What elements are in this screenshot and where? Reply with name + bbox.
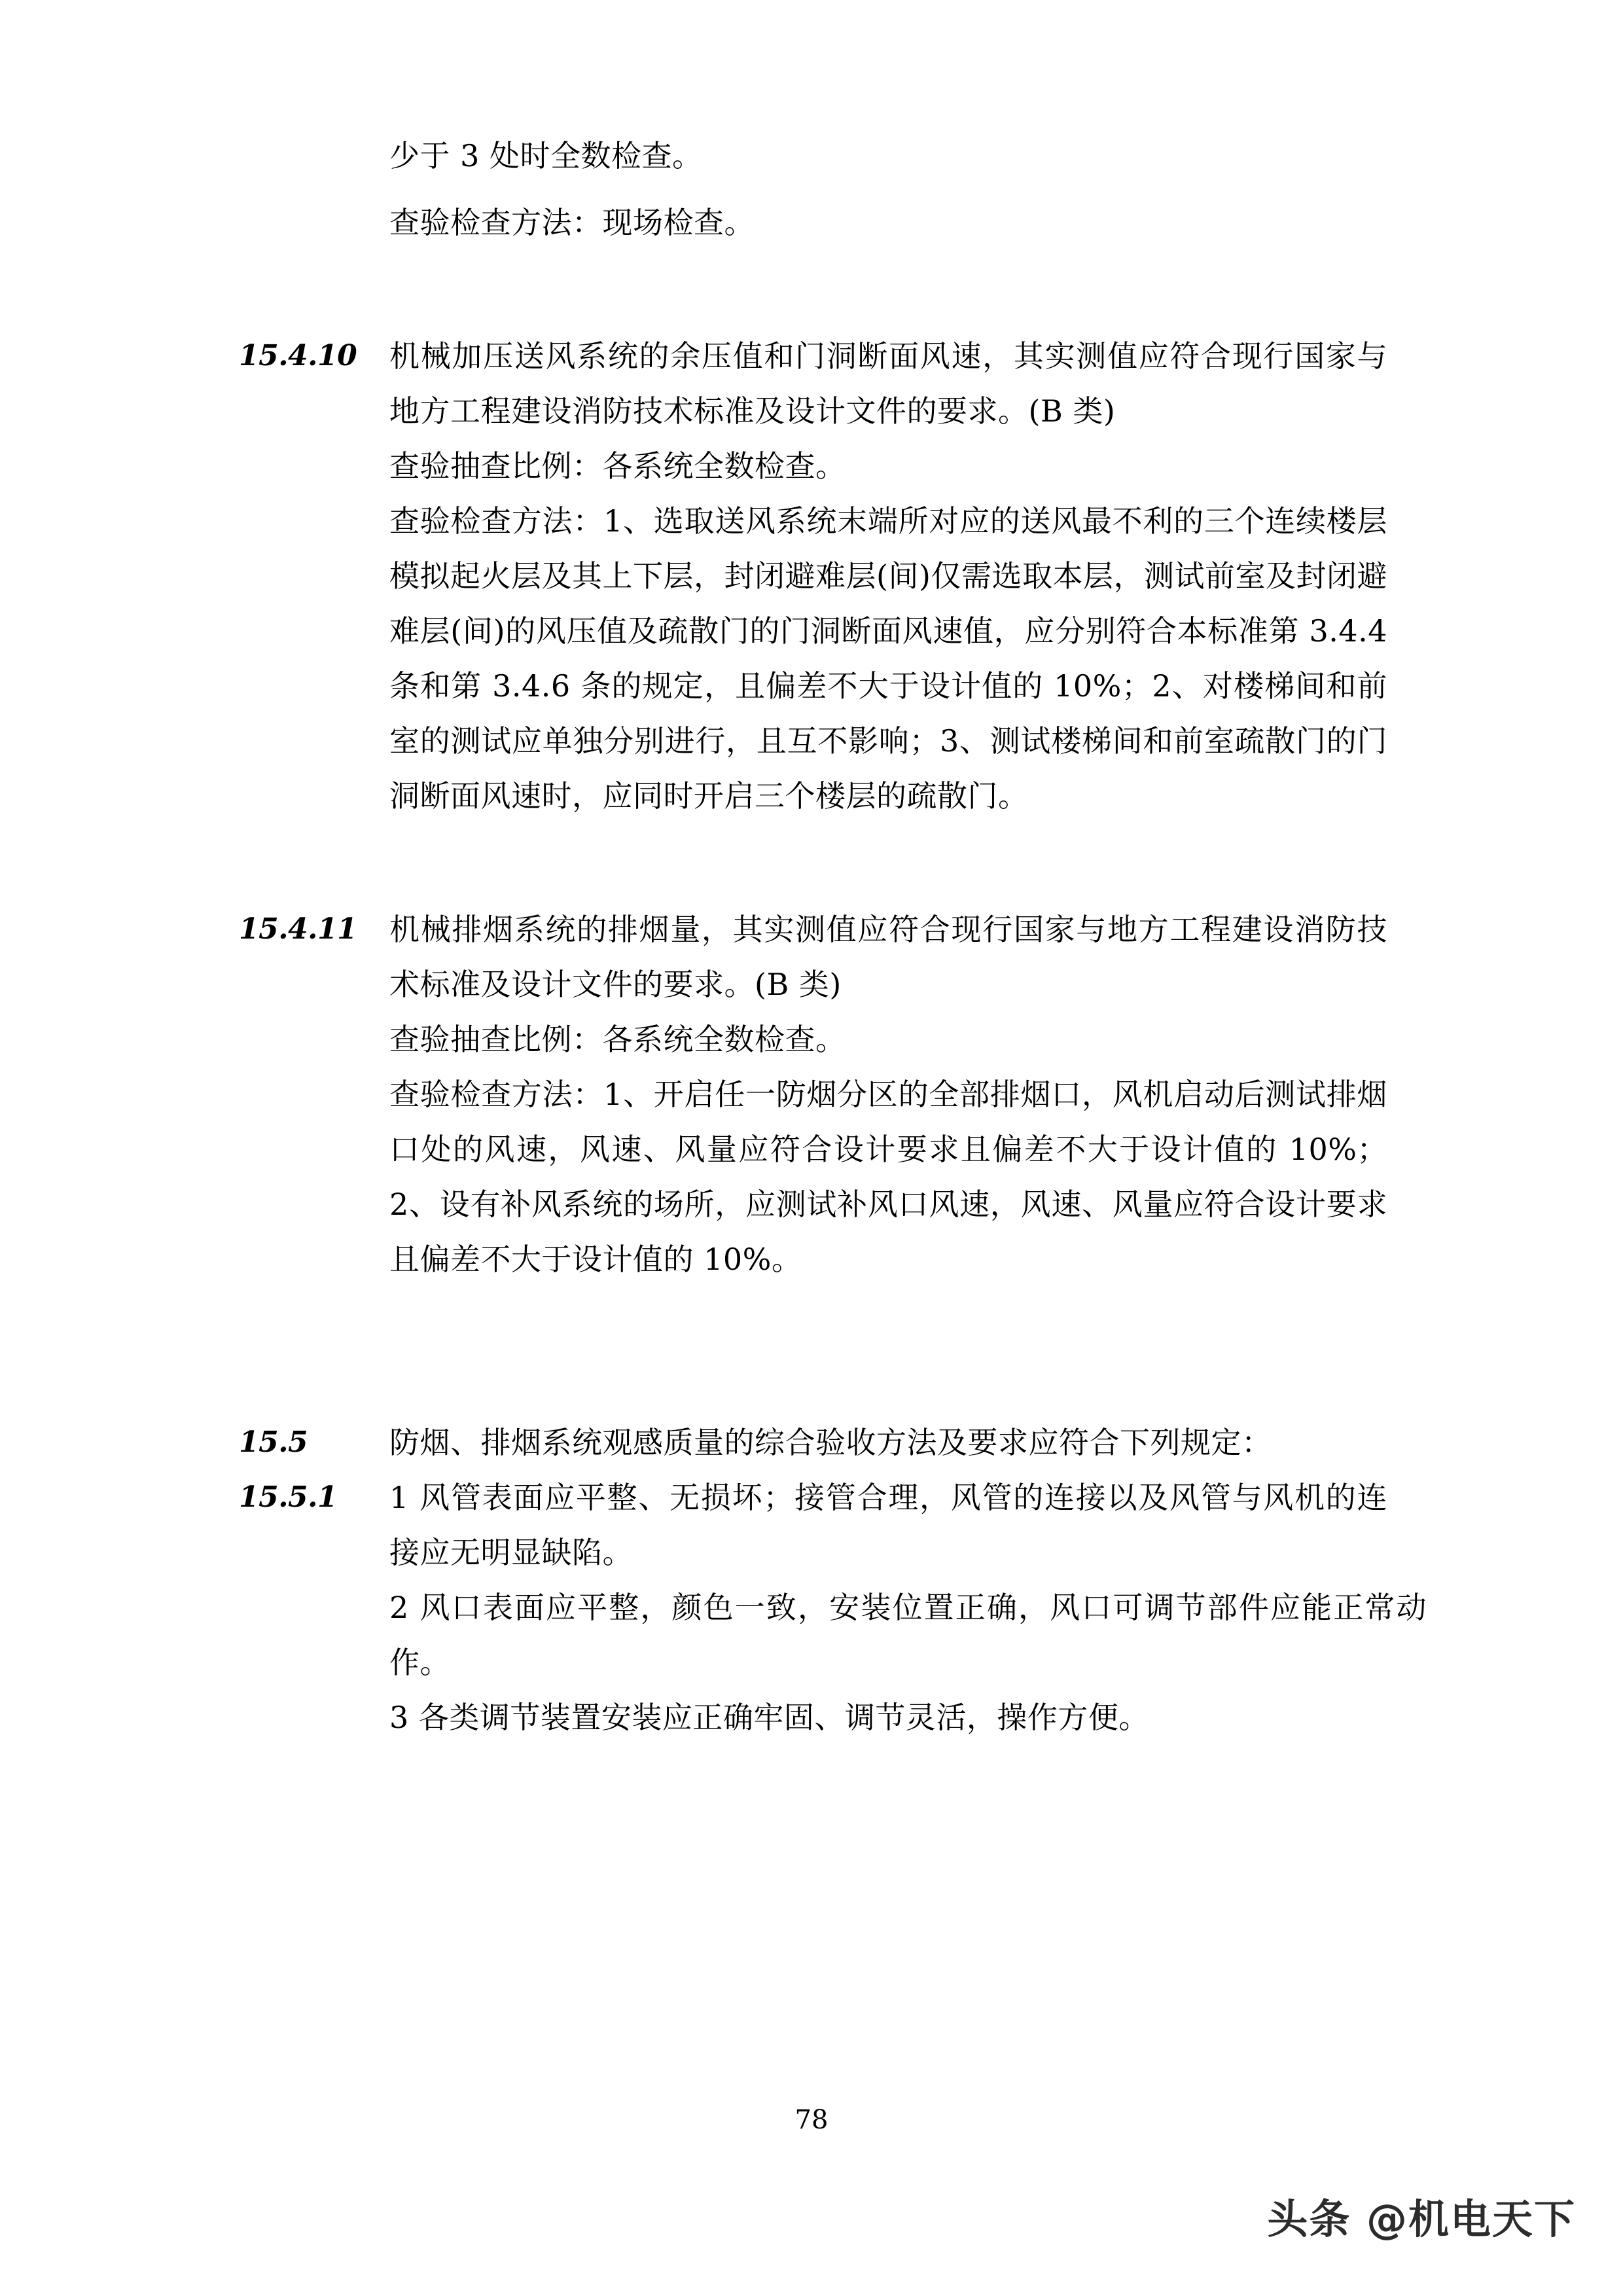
clause-15-5-1-item-2: 2 风口表面应平整，颜色一致，安装位置正确，风口可调节部件应能正常动作。	[389, 1590, 1427, 1680]
clause-15-4-11-sampling: 查验抽查比例：各系统全数检查。	[389, 1022, 846, 1057]
clause-15-4-10-text: 机械加压送风系统的余压值和门洞断面风速，其实测值应符合现行国家与地方工程建设消防技术标准及设计文件的要求。(B 类)	[389, 338, 1387, 429]
clause-15-4-11	[0, 902, 1623, 1012]
clause-15-5-1	[0, 1470, 1623, 1580]
clause-15-4-11-number: 15.4.11	[239, 912, 357, 946]
clause-15-5-body	[389, 1415, 1623, 1470]
top-continuation-block	[389, 128, 1623, 250]
page-number: 78	[794, 2105, 829, 2135]
gap-before-15-4-11	[0, 823, 1623, 902]
clause-15-4-10	[0, 329, 1623, 439]
clause-15-5	[0, 1415, 1623, 1470]
clause-15-4-10-body	[389, 329, 1623, 439]
clause-15-4-10-number: 15.4.10	[239, 339, 357, 372]
clause-15-5-text: 防烟、排烟系统观感质量的综合验收方法及要求应符合下列规定：	[389, 1425, 1272, 1460]
clause-15-5-1-body	[389, 1470, 1623, 1580]
clause-15-5-number: 15.5	[239, 1426, 308, 1459]
clause-15-5-1-item-3: 3 各类调节装置安装应正确牢固、调节灵活，操作方便。	[389, 1700, 1149, 1735]
clause-15-5-1-item-1: 1 风管表面应平整、无损坏；接管合理，风管的连接以及风管与风机的连接应无明显缺陷。	[389, 1480, 1387, 1570]
top-spacer	[0, 0, 1623, 128]
gap-before-15-5	[0, 1287, 1623, 1415]
watermark: 头条 @机电天下	[1267, 2195, 1576, 2243]
clause-15-5-1-items	[389, 1580, 1623, 1745]
clause-15-4-10-method: 查验检查方法：1、选取送风系统末端所对应的送风最不利的三个连续楼层模拟起火层及其上下层，封闭避难层(间)仅需选取本层，测试前室及封闭避难层(间)的风压值及疏散门的门洞断面风速值，应分别符合本标准第 3.4.4 条和第 3.4.6 条的规定，且偏差不大于设计值的 10%；2、对楼梯间和前室的测试应单独分别进行，且互不影响；3、测试楼梯间和前室疏散门的门洞断面风速时，应同时开启三个楼层的疏散门。	[389, 503, 1387, 814]
clause-15-4-10-sub	[389, 439, 1623, 823]
clause-15-4-10-sampling: 查验抽查比例：各系统全数检查。	[389, 448, 846, 484]
clause-15-4-11-text: 机械排烟系统的排烟量，其实测值应符合现行国家与地方工程建设消防技术标准及设计文件的要求。(B 类)	[389, 912, 1387, 1002]
clause-15-4-11-sub	[389, 1012, 1623, 1287]
clause-15-4-11-body	[389, 902, 1623, 1012]
clause-15-5-1-number: 15.5.1	[239, 1480, 338, 1514]
continuation-line-1: 少于 3 处时全数检查。	[389, 138, 703, 173]
clause-15-4-11-method: 查验检查方法：1、开启任一防烟分区的全部排烟口，风机启动后测试排烟口处的风速，风速、风量应符合设计要求且偏差不大于设计值的 10%；2、设有补风系统的场所，应测试补风口风速，风速、风量应符合设计要求且偏差不大于设计值的 10%。	[389, 1077, 1387, 1277]
gap-before-15-4-10	[0, 250, 1623, 329]
continuation-line-2: 查验检查方法：现场检查。	[389, 205, 755, 240]
